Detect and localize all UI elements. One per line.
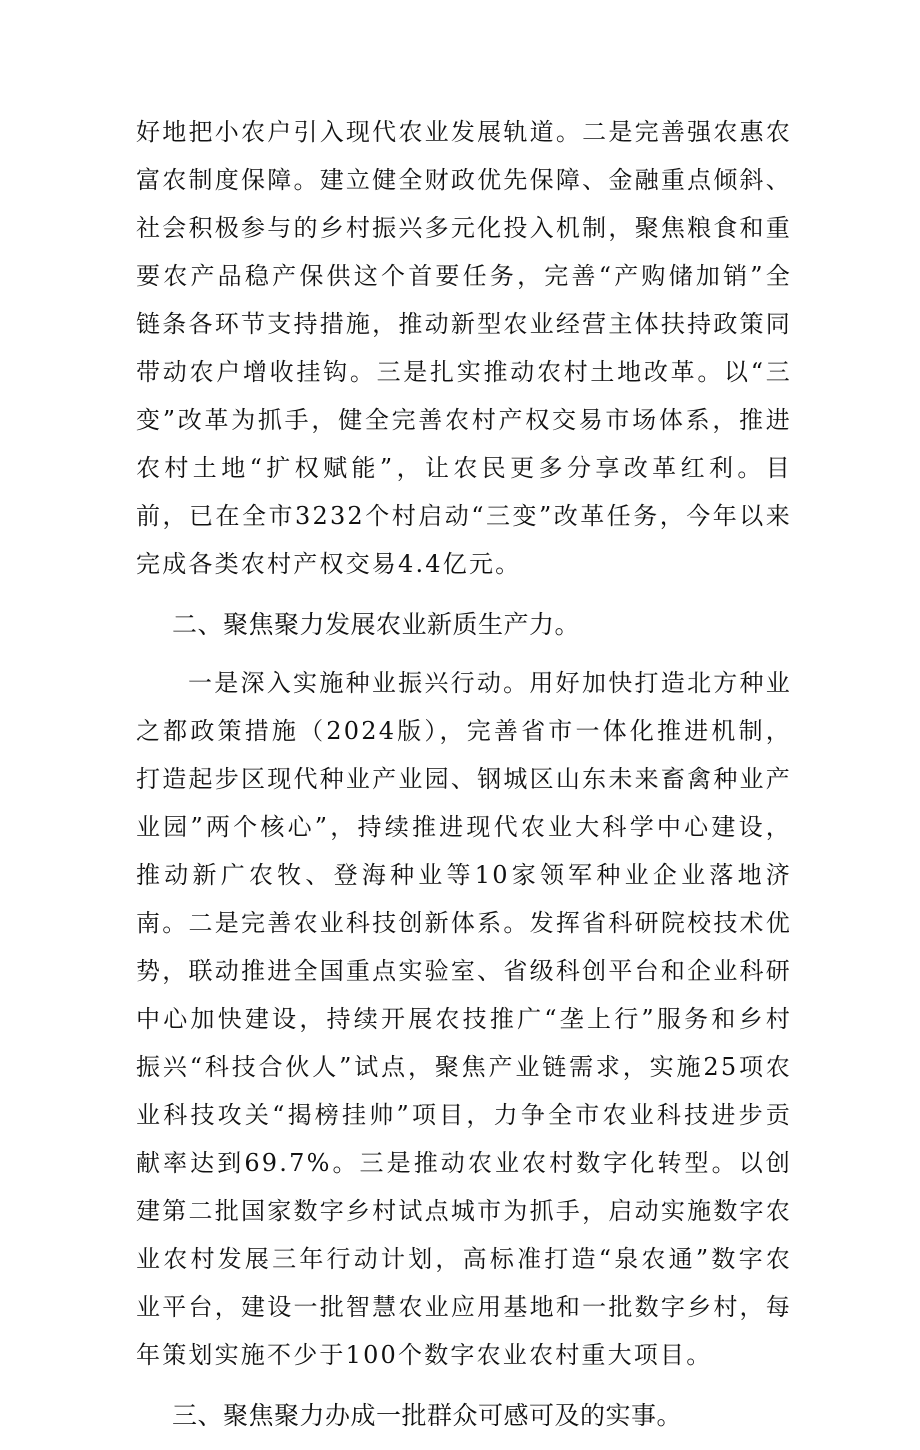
section-heading-2: 二、聚焦聚力发展农业新质生产力。 (172, 610, 581, 639)
document-body (136, 108, 792, 1450)
section-heading-3: 三、聚焦聚力办成一批群众可感可及的实事。 (172, 1401, 683, 1430)
body-paragraph-section-2: 一是深入实施种业振兴行动。用好加快打造北方种业之都政策措施（2024版），完善省市一体化推进机制，打造起步区现代种业产业园、钢城区山东未来畜禽种业产业园”两个核心”，持续推进现代农业大科学中心建设，推动新广农牧、登海种业等10家领军种业企业落地济南。二是完善农业科技创新体系。发挥省科研院校技术优势，联动推进全国重点实验室、省级科创平台和企业科研中心加快建设，持续开展农技推广“垄上行”服务和乡村振兴“科技合伙人”试点，聚焦产业链需求，实施25项农业科技攻关“揭榜挂帅”项目，力争全市农业科技进步贡献率达到69.7%。三是推动农业农村数字化转型。以创建第二批国家数字乡村试点城市为抓手，启动实施数字农业农村发展三年行动计划，高标准打造“泉农通”数字农业平台，建设一批智慧农业应用基地和一批数字乡村，每年策划实施不少于100个数字农业农村重大项目。 (136, 669, 792, 1369)
body-paragraph-continued: 好地把小农户引入现代农业发展轨道。二是完善强农惠农富农制度保障。建立健全财政优先保障、金融重点倾斜、社会积极参与的乡村振兴多元化投入机制，聚焦粮食和重要农产品稳产保供这个首要任务，完善“产购储加销”全链条各环节支持措施，推动新型农业经营主体扶持政策同带动农户增收挂钩。三是扎实推动农村土地改革。以“三变”改革为抓手，健全完善农村产权交易市场体系，推进农村土地“扩权赋能”，让农民更多分享改革红利。目前，已在全市3232个村启动“三变”改革任务，今年以来完成各类农村产权交易4.4亿元。 (136, 118, 792, 578)
